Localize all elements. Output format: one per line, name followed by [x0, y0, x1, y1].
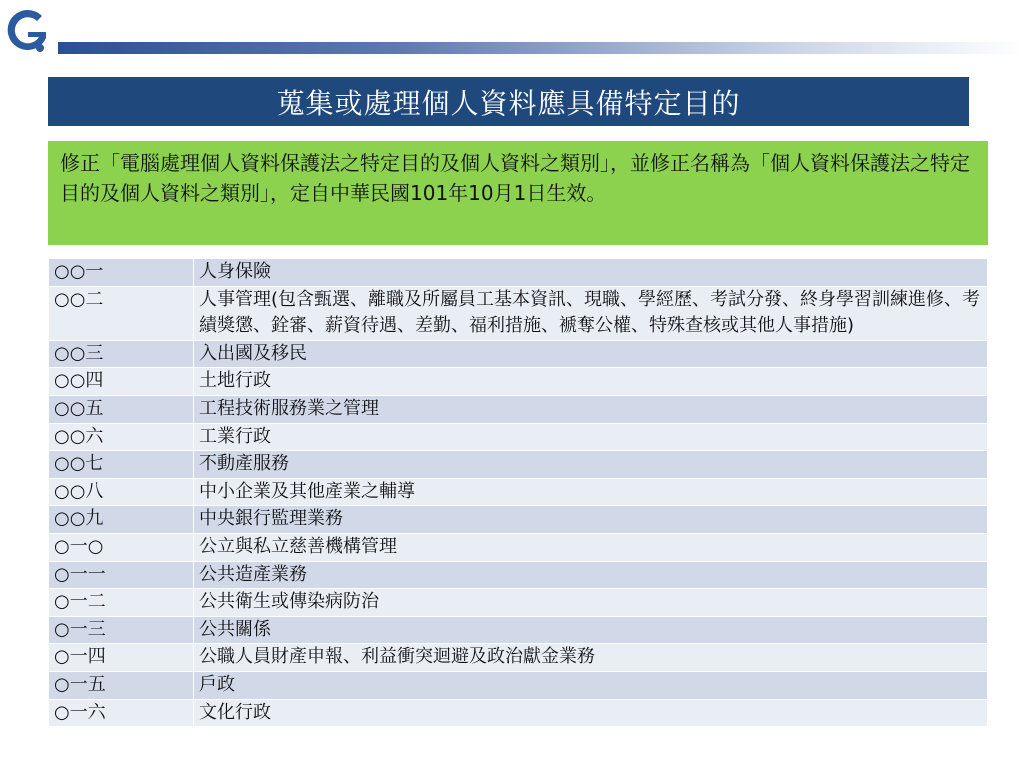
purpose-code: ○一二 — [49, 589, 194, 617]
table-row — [49, 699, 988, 727]
purpose-code: ○○二 — [49, 286, 194, 340]
purpose-description: 中央銀行監理業務 — [194, 506, 988, 534]
purpose-description: 公共衛生或傳染病防治 — [194, 589, 988, 617]
table-row — [49, 451, 988, 479]
purpose-description: 公共關係 — [194, 616, 988, 644]
purpose-description: 工程技術服務業之管理 — [194, 395, 988, 423]
purpose-description: 土地行政 — [194, 368, 988, 396]
purpose-code: ○一四 — [49, 644, 194, 672]
table-row — [49, 286, 988, 340]
purpose-description: 人身保險 — [194, 259, 988, 287]
purpose-code: ○○七 — [49, 451, 194, 479]
table-row — [49, 423, 988, 451]
table-row — [49, 671, 988, 699]
table-row — [49, 533, 988, 561]
purpose-code: ○一五 — [49, 671, 194, 699]
purpose-code: ○○三 — [49, 340, 194, 368]
page-title: 蒐集或處理個人資料應具備特定目的 — [48, 77, 969, 126]
header-gradient-bar — [58, 42, 1024, 54]
purpose-description: 人事管理(包含甄選、離職及所屬員工基本資訊、現職、學經歷、考試分發、終身學習訓練進修、考績獎懲、銓審、薪資待遇、差勤、福利措施、褫奪公權、特殊查核或其他人事措施) — [194, 286, 988, 340]
table-row — [49, 478, 988, 506]
purpose-code: ○一三 — [49, 616, 194, 644]
table-row — [49, 340, 988, 368]
purpose-description: 中小企業及其他產業之輔導 — [194, 478, 988, 506]
purpose-description: 公立與私立慈善機構管理 — [194, 533, 988, 561]
purpose-description: 工業行政 — [194, 423, 988, 451]
table-row — [49, 589, 988, 617]
company-logo — [2, 4, 56, 56]
table-row — [49, 561, 988, 589]
purpose-description: 不動產服務 — [194, 451, 988, 479]
table-row — [49, 616, 988, 644]
purpose-code: ○○五 — [49, 395, 194, 423]
purpose-code: ○一一 — [49, 561, 194, 589]
purpose-code: ○一六 — [49, 699, 194, 727]
purpose-description: 公共造產業務 — [194, 561, 988, 589]
table-row — [49, 644, 988, 672]
purpose-code: ○○一 — [49, 259, 194, 287]
purpose-description: 戶政 — [194, 671, 988, 699]
amendment-note: 修正「電腦處理個人資料保護法之特定目的及個人資料之類別」，並修正名稱為「個人資料保護法之特定目的及個人資料之類別」，定自中華民國101年10月1日生效。 — [48, 141, 988, 245]
purpose-code: ○○九 — [49, 506, 194, 534]
table-row — [49, 259, 988, 287]
purpose-code: ○一○ — [49, 533, 194, 561]
purpose-description: 入出國及移民 — [194, 340, 988, 368]
table-row — [49, 368, 988, 396]
table-row — [49, 506, 988, 534]
table-row — [49, 395, 988, 423]
purpose-code: ○○六 — [49, 423, 194, 451]
purpose-table — [48, 258, 988, 727]
purpose-code: ○○八 — [49, 478, 194, 506]
purpose-description: 公職人員財產申報、利益衝突迴避及政治獻金業務 — [194, 644, 988, 672]
purpose-code: ○○四 — [49, 368, 194, 396]
purpose-description: 文化行政 — [194, 699, 988, 727]
